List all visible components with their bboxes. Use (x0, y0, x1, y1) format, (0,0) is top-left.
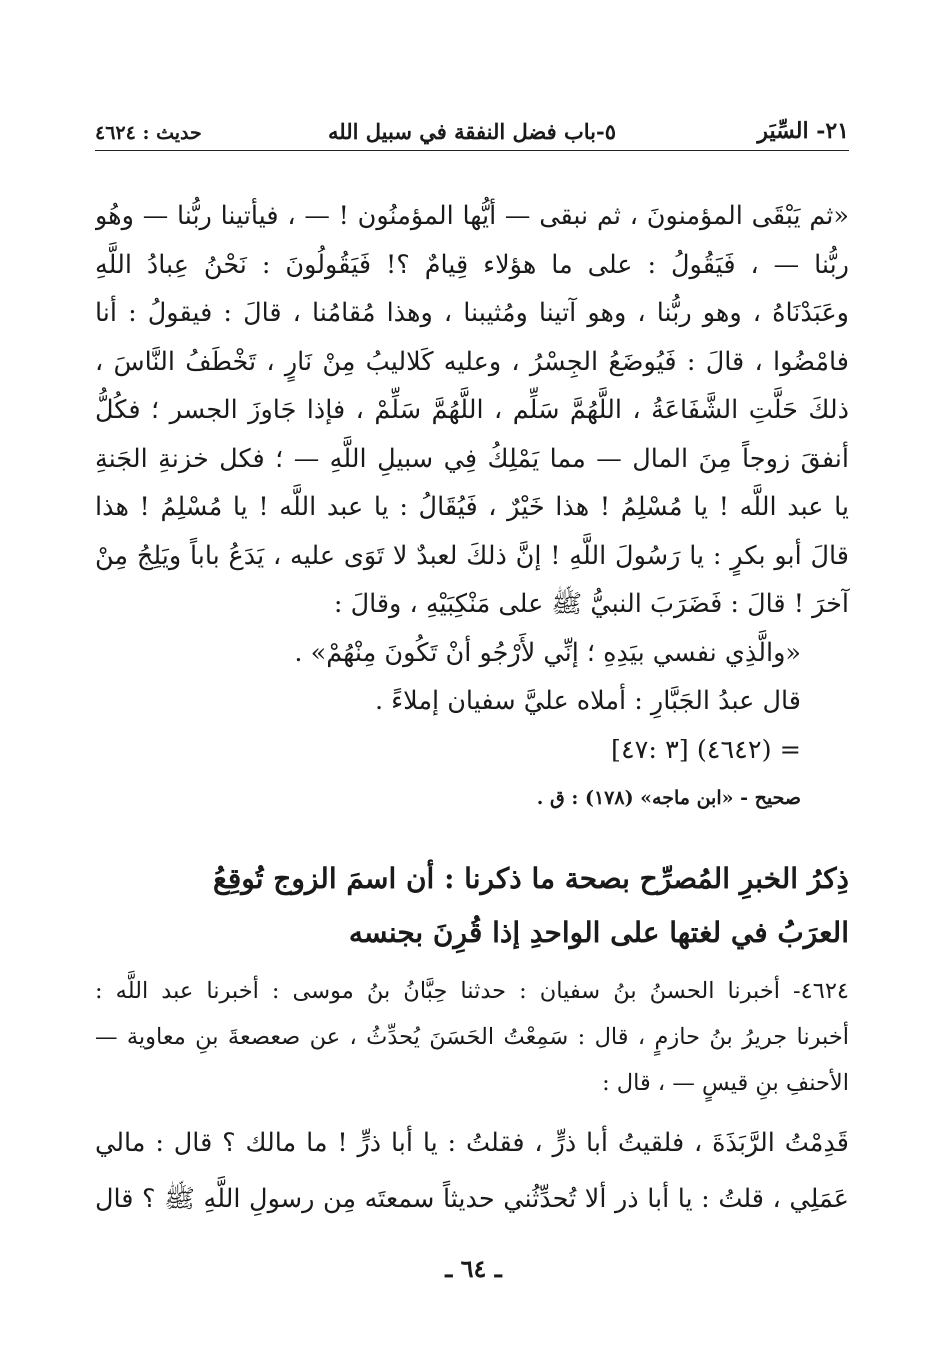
hadith-text (95, 192, 849, 823)
page-number: ـ ٦٤ ـ (445, 1254, 502, 1283)
text-line: ربُّنا — ، فَيَقُولُ : على ما هؤلاء قِيامٌ ؟! فَيَقُولُونَ : نَحْنُ عِبادُ اللَّهِ (95, 249, 849, 280)
text-line: عَمَلِي ، قلتُ : يا أبا ذر ألا تُحدِّثُني حديثاً سمعتَه مِن رسولِ اللَّهِ ﷺ ؟ قال (95, 1184, 849, 1214)
text-line: ذلكَ حَلَّتِ الشَّفَاعَةُ ، اللَّهُمَّ سَلِّم ، اللَّهُمَّ سَلِّمْ ، فإذا جَاوزَ الجسر ؛ فكُلُّ (95, 395, 849, 425)
text-line: «ثم يَبْقَى المؤمنونَ ، ثم نبقى — أيُّها المؤمنُون ! — ، فيأتينا ربُّنا — وهُو (95, 201, 849, 231)
heading-line-2: العرَبُ في لغتها على الواحدِ إذا قُرِنَ بجنسه (348, 916, 849, 949)
text-line: قالَ أبو بكرٍ : يا رَسُولَ اللَّهِ ! إنَّ ذلكَ لعبدٌ لا تَوَى عليه ، يَدَعُ باباً ويَلِجُ مِنْ (95, 540, 849, 571)
heading-line-1: ذِكرُ الخبرِ المُصرِّح بصحة ما ذكرنا : أن اسمَ الزوج تُوقِعُ (212, 862, 849, 895)
text-line: يا عبد اللَّه ! يا مُسْلِمُ ! هذا خَيْرٌ ، فَيُقَالُ : يا عبد اللَّه ! يا مُسْلِمُ ! هذا (95, 492, 849, 522)
isnad-line: ٤٦٢٤- أخبرنا الحسنُ بنُ سفيان : حدثنا حِبَّانُ بنُ موسى : أخبرنا عبد اللَّه : (95, 978, 849, 1004)
running-header (95, 104, 849, 151)
header-chapter: ٢١- السِّيَر (757, 118, 849, 144)
prophet-quote: «والَّذِي نفسي بيَدِهِ ؛ إنِّي لأَرْجُو أنْ تَكُونَ مِنْهُمْ» . (294, 637, 801, 668)
section-heading (95, 852, 849, 960)
takhrij-grading: صحيح - «ابن ماجه» (١٧٨) : ق . (536, 787, 801, 809)
isnad-line: أخبرنا جريرُ بنُ حازمٍ ، قال : سَمِعْتُ الحَسَنَ يُحدِّثُ ، عن صعصعةَ بنِ معاوية — (95, 1024, 849, 1050)
isnad-chain (95, 968, 849, 1106)
isnad-line: الأحنفِ بنِ قيسٍ — ، قال : (602, 1070, 849, 1096)
text-line: آخرَ ! قالَ : فَضَرَبَ النبيُّ ﷺ على مَنْكِبَيْهِ ، وقالَ : (333, 589, 849, 619)
text-line: وعَبَدْنَاهُ ، وهو ربُّنا ، وهو آتينا ومُثيبنا ، وهذا مُقامُنا ، قالَ : فيقولُ : أنا (95, 298, 849, 328)
header-bab-title: ٥-باب فضل النفقة في سبيل الله (328, 119, 616, 144)
hadith-text-continued (95, 1115, 849, 1227)
header-hadith-number: حديث : ٤٦٢٤ (95, 122, 202, 144)
cross-reference: = (٤٦٤٢) [٣ :٤٧] (611, 734, 801, 765)
text-line: قَدِمْتُ الرَّبَذَةَ ، فلقيتُ أبا ذرٍّ ، فقلتُ : يا أبا ذرٍّ ! ما مالك ؟ قال : مالي (95, 1128, 849, 1158)
text-line: فامْضُوا ، قالَ : فَيُوضَعُ الجِسْرُ ، وعليه كَلاليبُ مِنْ نَارٍ ، تَخْطَفُ النَّاسَ ، (95, 346, 849, 377)
text-line: أنفقَ زوجاً مِنَ المال — مما يَمْلِكُ فِي سبيلِ اللَّهِ — ؛ فكل خزنةِ الجَنةِ (95, 443, 849, 474)
narrator-note: قال عبدُ الجَبَّارِ : أملاه عليَّ سفيان إملاءً . (374, 686, 801, 716)
